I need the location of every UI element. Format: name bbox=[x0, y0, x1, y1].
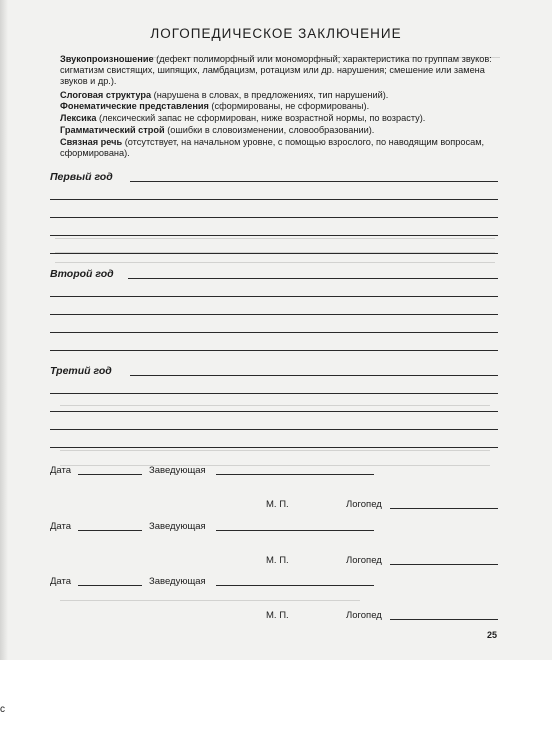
page-number: 25 bbox=[487, 630, 498, 640]
head-signature-line[interactable] bbox=[216, 474, 374, 475]
section-text: (сформированы, не сформированы). bbox=[208, 101, 370, 111]
date-label: Дата bbox=[50, 521, 72, 532]
year-1-label: Первый год bbox=[50, 171, 113, 183]
write-line[interactable] bbox=[130, 375, 498, 376]
speech-therapist-label: Логопед bbox=[346, 610, 382, 621]
section-text: (дефект полиморфный или мономорфный; характеристика по группам звуков: сигматизм свистящих, шипящих, ламбдацизм, ротацизм или др. нарушения; смешение или замена звуков и др.). bbox=[60, 54, 492, 86]
date-label: Дата bbox=[50, 465, 72, 476]
date-line[interactable] bbox=[78, 474, 142, 475]
date-label: Дата bbox=[50, 576, 72, 587]
write-line[interactable] bbox=[50, 314, 498, 315]
section-paragraph bbox=[60, 137, 500, 159]
page-shadow bbox=[0, 0, 8, 660]
head-signature-line[interactable] bbox=[216, 530, 374, 531]
write-line[interactable] bbox=[50, 217, 498, 218]
section-term: Лексика bbox=[60, 113, 97, 123]
corner-mark: с bbox=[0, 704, 5, 715]
head-signature-line[interactable] bbox=[216, 585, 374, 586]
stamp-label: М. П. bbox=[266, 610, 289, 621]
section-text: (лексический запас не сформирован, ниже возрастной нормы, по возрасту). bbox=[96, 113, 426, 123]
bleed-through bbox=[55, 262, 495, 263]
section-text: (отсутствует, на начальном уровне, с помощью взрослого, по наводящим вопросам, сформирована). bbox=[60, 137, 485, 158]
bleed-through bbox=[55, 238, 495, 239]
section-paragraph bbox=[60, 90, 500, 101]
head-label: Заведующая bbox=[149, 465, 206, 476]
write-line[interactable] bbox=[128, 278, 498, 279]
head-label: Заведующая bbox=[149, 521, 206, 532]
write-line[interactable] bbox=[50, 350, 498, 351]
write-line[interactable] bbox=[50, 393, 498, 394]
section-paragraph bbox=[60, 101, 500, 112]
speech-therapist-label: Логопед bbox=[346, 499, 382, 510]
section-paragraph bbox=[60, 125, 500, 136]
write-line[interactable] bbox=[50, 332, 498, 333]
bleed-through bbox=[60, 465, 490, 466]
section-text: (нарушена в словах, в предложениях, тип нарушений). bbox=[151, 90, 389, 100]
stamp-label: М. П. bbox=[266, 499, 289, 510]
write-line[interactable] bbox=[50, 296, 498, 297]
year-3-label: Третий год bbox=[50, 365, 112, 377]
date-line[interactable] bbox=[78, 585, 142, 586]
write-line[interactable] bbox=[50, 447, 498, 448]
speech-therapist-line[interactable] bbox=[390, 508, 498, 509]
section-term: Слоговая структура bbox=[60, 90, 152, 100]
write-line[interactable] bbox=[50, 235, 498, 236]
write-line[interactable] bbox=[50, 199, 498, 200]
bleed-through bbox=[60, 405, 490, 406]
write-line[interactable] bbox=[50, 429, 498, 430]
date-line[interactable] bbox=[78, 530, 142, 531]
write-line[interactable] bbox=[50, 253, 498, 254]
section-term: Связная речь bbox=[60, 137, 123, 147]
speech-therapist-line[interactable] bbox=[390, 619, 498, 620]
speech-therapist-line[interactable] bbox=[390, 564, 498, 565]
year-2-label: Второй год bbox=[50, 268, 114, 280]
section-paragraph bbox=[60, 113, 500, 124]
section-paragraph bbox=[60, 54, 500, 87]
page-title: ЛОГОПЕДИЧЕСКОЕ ЗАКЛЮЧЕНИЕ bbox=[150, 26, 402, 41]
stamp-label: М. П. bbox=[266, 555, 289, 566]
section-term: Грамматический строй bbox=[60, 125, 165, 135]
section-text: (ошибки в словоизменении, словообразовании). bbox=[164, 125, 375, 135]
write-line[interactable] bbox=[50, 411, 498, 412]
head-label: Заведующая bbox=[149, 576, 206, 587]
bleed-through bbox=[60, 600, 360, 601]
write-line[interactable] bbox=[130, 181, 498, 182]
section-term: Фонематические представления bbox=[60, 101, 209, 111]
section-term: Звукопроизношение bbox=[60, 54, 154, 64]
speech-therapist-label: Логопед bbox=[346, 555, 382, 566]
bleed-through bbox=[60, 450, 490, 451]
